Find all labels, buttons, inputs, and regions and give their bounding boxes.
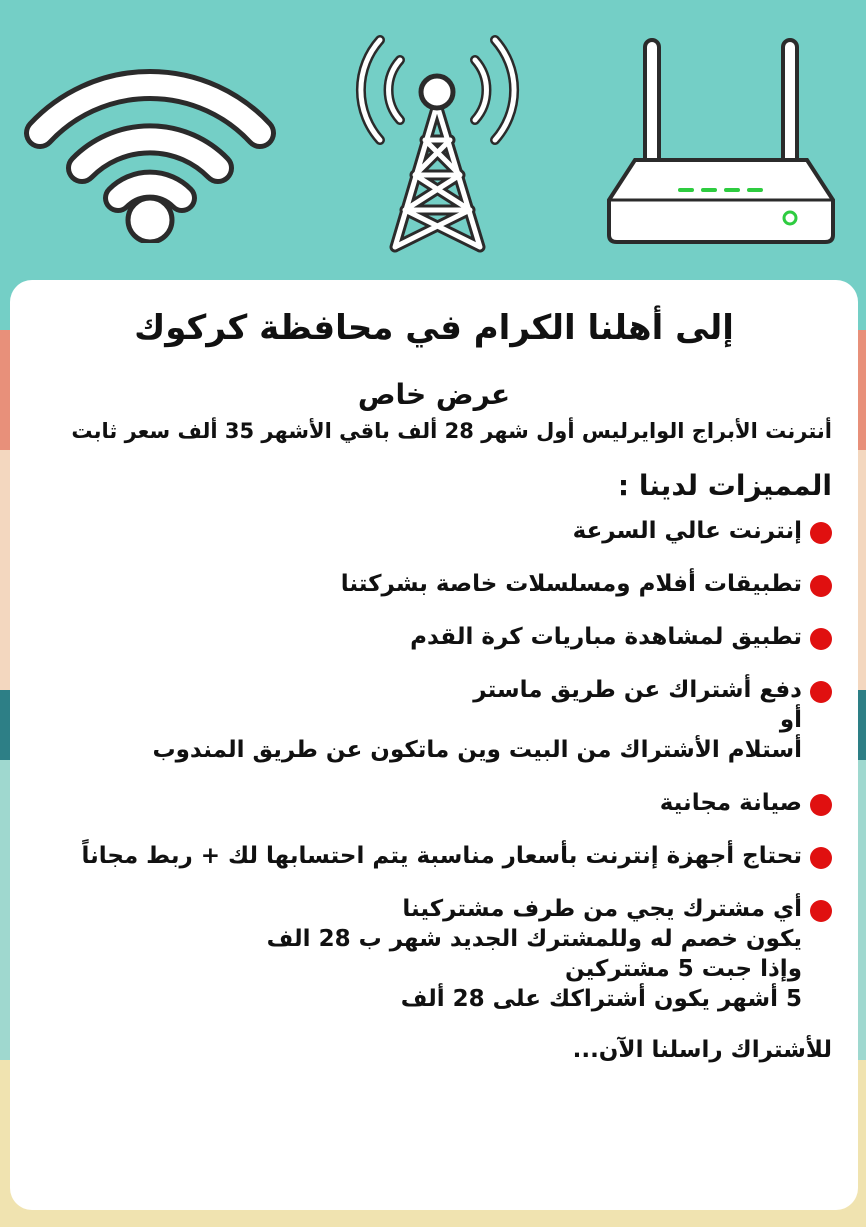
feature-line: صيانة مجانية bbox=[659, 790, 802, 816]
feature-line: دفع أشتراك عن طريق ماستر bbox=[473, 677, 802, 703]
bullet-dot-icon bbox=[810, 900, 832, 922]
list-item bbox=[36, 788, 832, 818]
list-item bbox=[36, 675, 832, 765]
signal-tower-icon bbox=[345, 25, 530, 255]
bullet-dot-icon bbox=[810, 847, 832, 869]
bullet-dot-icon bbox=[810, 575, 832, 597]
list-item bbox=[36, 841, 832, 871]
list-item bbox=[36, 516, 832, 546]
feature-line: تطبيقات أفلام ومسلسلات خاصة بشركتنا bbox=[340, 571, 802, 597]
offer-heading: عرض خاص bbox=[357, 378, 511, 411]
router-icon bbox=[605, 35, 837, 245]
feature-line: أستلام الأشتراك من البيت وين ماتكون عن طريق المندوب bbox=[152, 737, 802, 763]
feature-line: يكون خصم له وللمشترك الجديد شهر ب 28 الف bbox=[266, 926, 802, 952]
feature-line: أو bbox=[779, 707, 802, 733]
feature-line: وإذا جبت 5 مشتركين bbox=[564, 956, 802, 982]
feature-line: أي مشترك يجي من طرف مشتركينا bbox=[402, 896, 802, 922]
features-heading: المميزات لدينا : bbox=[617, 469, 832, 502]
features-list bbox=[36, 516, 832, 1014]
bullet-dot-icon bbox=[810, 681, 832, 703]
content-card bbox=[10, 280, 858, 1210]
list-item bbox=[36, 894, 832, 1014]
page-title: إلى أهلنا الكرام في محافظة كركوك bbox=[134, 308, 734, 348]
feature-line: إنترنت عالي السرعة bbox=[572, 518, 802, 544]
call-to-action: للأشتراك راسلنا الآن... bbox=[572, 1037, 832, 1063]
bullet-dot-icon bbox=[810, 628, 832, 650]
bullet-dot-icon bbox=[810, 522, 832, 544]
list-item bbox=[36, 622, 832, 652]
feature-line: تحتاج أجهزة إنترنت بأسعار مناسبة يتم احتسابها لك + ربط مجاناً bbox=[81, 843, 802, 869]
feature-line: تطبيق لمشاهدة مباريات كرة القدم bbox=[410, 624, 802, 650]
offer-description: أنترنت الأبراج الوايرليس أول شهر 28 ألف باقي الأشهر 35 ألف سعر ثابت bbox=[71, 419, 832, 443]
list-item bbox=[36, 569, 832, 599]
bullet-dot-icon bbox=[810, 794, 832, 816]
wifi-icon bbox=[20, 38, 280, 243]
feature-line: 5 أشهر يكون أشتراكك على 28 ألف bbox=[400, 986, 802, 1012]
